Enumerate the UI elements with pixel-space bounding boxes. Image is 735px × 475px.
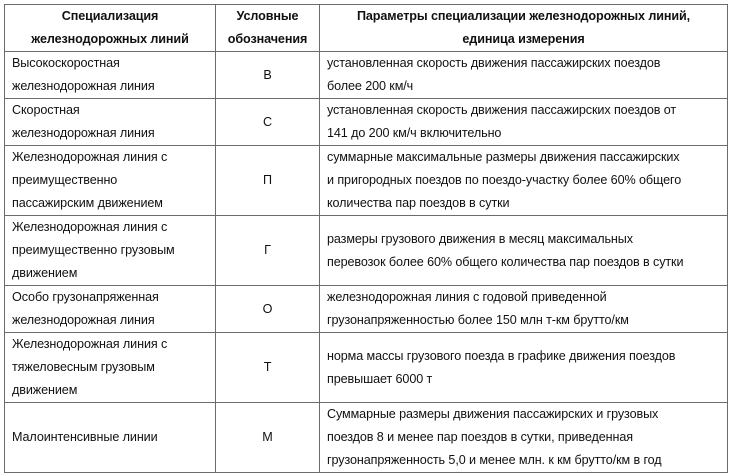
table-row (5, 99, 728, 146)
specialization-parameters-line: 141 до 200 км/ч включительно (327, 126, 502, 140)
specialization-parameters (320, 52, 728, 99)
specialization-name-line: железнодорожная линия (12, 313, 155, 327)
specialization-name-line: тяжеловесным грузовым (12, 360, 155, 374)
specialization-parameters-line: размеры грузового движения в месяц максимальных (327, 231, 633, 246)
table-row (5, 333, 728, 403)
specialization-parameters-line: количества пар поездов в сутки (327, 196, 510, 210)
symbol-code: Т (216, 333, 320, 403)
header-parameters-line: единица измерения (462, 32, 585, 46)
specialization-name-line: движением (12, 266, 78, 280)
specialization-name-line: Малоинтенсивные линии (12, 430, 158, 444)
header-specialization (5, 5, 216, 52)
specialization-name-line: железнодорожная линия (12, 79, 155, 93)
specialization-name-line: Особо грузонапряженная (12, 290, 159, 304)
symbol-code: П (216, 146, 320, 216)
table-body (5, 52, 728, 473)
specialization-parameters-line: установленная скорость движения пассажирских поездов от (327, 103, 677, 117)
header-symbols (216, 5, 320, 52)
header-parameters-line: Параметры специализации железнодорожных линий, (356, 9, 691, 23)
specialization-table (4, 4, 728, 473)
specialization-parameters (320, 216, 728, 286)
table-row (5, 216, 728, 286)
table-header-row (5, 5, 728, 52)
specialization-parameters-line: норма массы грузового поезда в графике движения поездов (327, 348, 676, 363)
specialization-parameters-line: более 200 км/ч (327, 79, 414, 93)
specialization-name-line: Железнодорожная линия с (12, 337, 168, 351)
specialization-parameters-line: превышает 6000 т (327, 371, 433, 386)
specialization-parameters-line: железнодорожная линия с годовой приведенной (327, 290, 607, 304)
symbol-code: В (216, 52, 320, 99)
table-row (5, 52, 728, 99)
symbol-code: М (216, 403, 320, 473)
specialization-parameters-line: грузонапряженность 5,0 и менее млн. к км брутто/км в год (327, 453, 662, 467)
specialization-parameters (320, 146, 728, 216)
specialization-name (5, 146, 216, 216)
table-row (5, 146, 728, 216)
specialization-name (5, 286, 216, 333)
specialization-name-line: пассажирским движением (12, 196, 163, 210)
header-specialization-line: железнодорожных линий (31, 32, 189, 46)
symbol-code: С (216, 99, 320, 146)
symbol-code: О (216, 286, 320, 333)
specialization-parameters-line: суммарные максимальные размеры движения пассажирских (327, 150, 680, 164)
table-row (5, 403, 728, 473)
specialization-parameters-line: грузонапряженностью более 150 млн т-км брутто/км (327, 313, 629, 327)
symbol-code: Г (216, 216, 320, 286)
specialization-name-line: преимущественно грузовым (12, 243, 175, 257)
specialization-name (5, 99, 216, 146)
table-row (5, 286, 728, 333)
specialization-name-line: преимущественно (12, 173, 118, 187)
specialization-parameters-line: поездов 8 и менее пар поездов в сутки, приведенная (327, 430, 633, 444)
specialization-name-line: Высокоскоростная (12, 56, 120, 70)
specialization-name (5, 333, 216, 403)
specialization-parameters-line: установленная скорость движения пассажирских поездов (327, 56, 661, 70)
specialization-name (5, 52, 216, 99)
specialization-parameters-line: и пригородных поездов по поездо-участку более 60% общего (327, 173, 682, 187)
specialization-name-line: Железнодорожная линия с (12, 150, 168, 164)
specialization-parameters-line: перевозок более 60% общего количества пар поездов в сутки (327, 254, 684, 269)
specialization-name (5, 403, 216, 473)
specialization-name-line: Железнодорожная линия с (12, 220, 168, 234)
specialization-parameters (320, 286, 728, 333)
specialization-parameters (320, 99, 728, 146)
header-specialization-line: Специализация (61, 9, 159, 23)
specialization-name-line: движением (12, 383, 78, 397)
header-symbols-line: обозначения (227, 32, 308, 46)
specialization-parameters (320, 403, 728, 473)
specialization-name (5, 216, 216, 286)
specialization-name-line: железнодорожная линия (12, 126, 155, 140)
specialization-name-line: Скоростная (12, 103, 80, 117)
header-symbols-line: Условные (236, 9, 299, 23)
specialization-parameters-line: Суммарные размеры движения пассажирских и грузовых (327, 407, 659, 421)
specialization-parameters (320, 333, 728, 403)
header-parameters (320, 5, 728, 52)
